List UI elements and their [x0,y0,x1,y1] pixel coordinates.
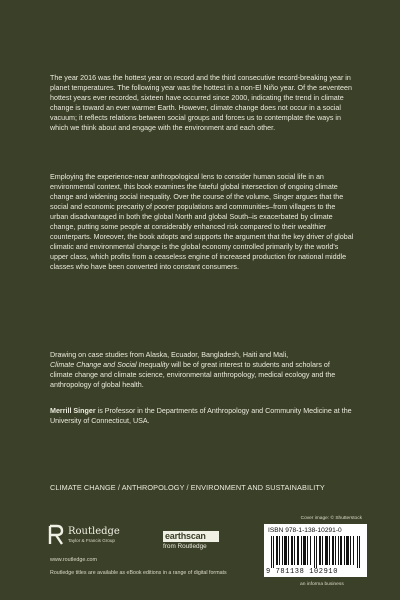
ebook-note: Routledge titles are available as eBook editions in a range of digital formats [50,570,227,576]
routledge-logo-icon [48,524,64,546]
earthscan-logo-icon [163,531,225,553]
blurb-paragraph-1 [50,73,354,143]
informa-note: an informa business [300,582,344,587]
routledge-logo [48,524,138,548]
earthscan-name: earthscan [163,531,219,542]
barcode-bars [271,536,361,568]
routledge-subline: Taylor & Francis Group [68,537,115,543]
blurb-paragraph-2 [50,172,354,282]
isbn-label: ISBN 978-1-138-10291-0 [268,527,342,534]
blurb-paragraph-3 [50,350,354,400]
blurb-paragraph-1-text: The year 2016 was the hottest year on record and the third consecutive record-breaking year in planet temperatures. The following year was the hottest in a non-El Niño year. Of the seventeen hottest years ever recorded, sixteen have occurred since 2000, indicating the trend in climate change is toward an ever warmer Earth. However, climate change does not occur in a social vacuum; it reflects relations between social groups and forces us to contemplate the ways in which we think about and engage with the environment and each other. [50,74,352,132]
author-bio-rest: is Professor in the Departments of Anthropology and Community Medicine at the University of Connecticut, USA. [50,407,352,425]
p3-rest: will be of great interest to students and scholars of climate change and climate science, environmental anthropology, medical ecology and the anthropology of global health. [50,361,336,389]
subject-categories: CLIMATE CHANGE / ANTHROPOLOGY / ENVIRONMENT AND SUSTAINABILITY [50,483,325,492]
routledge-name: Routledge [68,526,120,537]
author-name: Merrill Singer [50,407,96,415]
cover-credit: Cover image: © Shutterstock [300,516,362,521]
earthscan-sub: from Routledge [163,543,207,550]
blurb-paragraph-3-text [50,350,354,390]
barcode-digits: 9 781138 102910 [266,568,339,576]
book-title-italic: Climate Change and Social Inequality [50,361,170,369]
blurb-paragraph-2-text: Employing the experience-near anthropological lens to consider human social life in an environmental context, this book examines the fateful global intersection of ongoing climate change and widening social inequality. Over the course of the volume, Singer argues that the social and economic precarity of poorer populations and communities–from villagers to the urban disadvantaged in both the global North and global South–is exacerbated by climate change, putting some people at considerably enhanced risk compared to their wealthier counterparts. Moreover, the book adopts and supports the argument that the key driver of global climatic and environmental change is the global economy controlled primarily by the world's upper class, which profits from a ceaseless engine of increased production for national middle classes who have been converted into constant consumers. [50,173,354,271]
p3-lead: Drawing on case studies from Alaska, Ecuador, Bangladesh, Haiti and Mali, [50,351,289,359]
author-bio [50,406,354,436]
barcode-icon [264,524,367,577]
author-bio-text [50,406,354,426]
publisher-url: www.routledge.com [50,557,98,563]
